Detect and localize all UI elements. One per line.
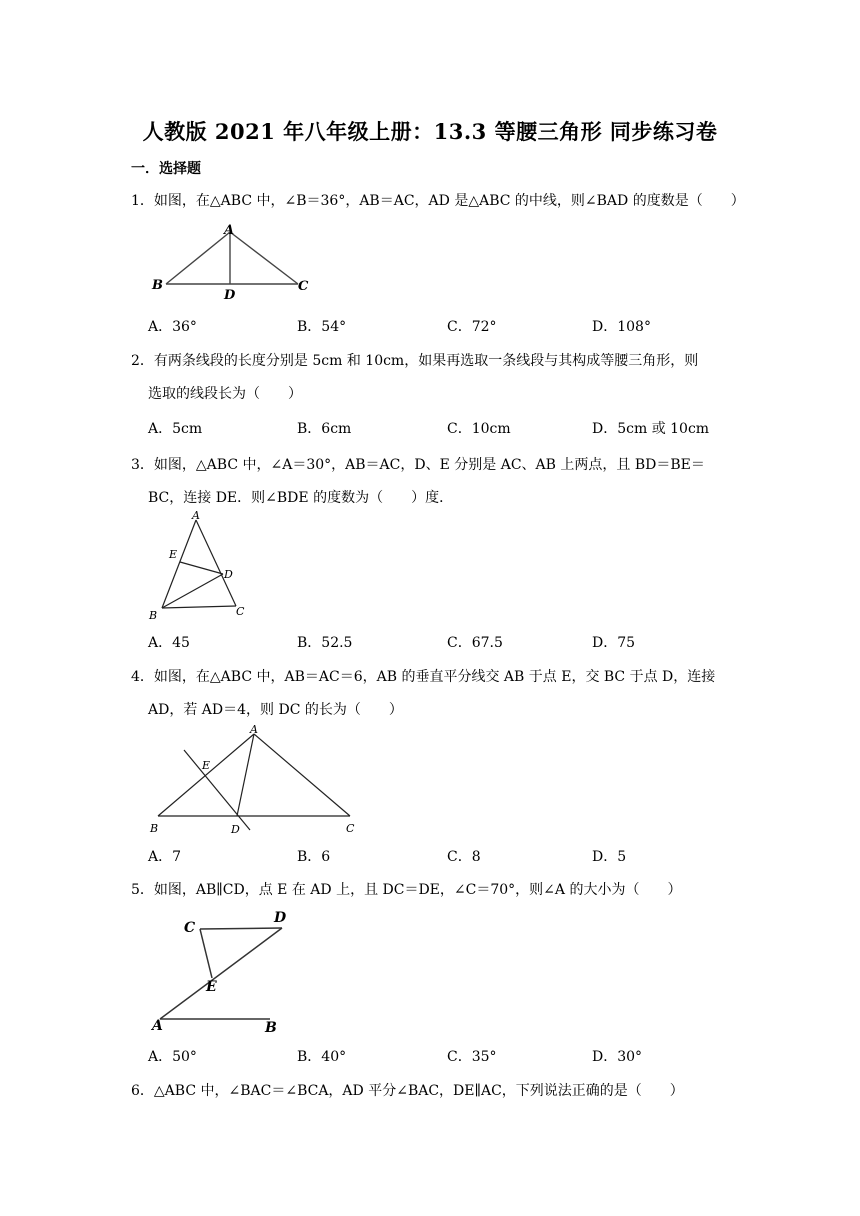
label-D: D — [231, 823, 240, 836]
question-2-option-c[interactable]: C．10cm — [447, 421, 511, 437]
label-D: D — [224, 288, 236, 302]
question-3-text-line-2: BC，连接 DE．则∠BDE 的度数为（ ）度． — [148, 490, 454, 506]
question-4-figure — [144, 722, 366, 838]
label-B: B — [149, 609, 158, 622]
question-2-text-line-1: 2．有两条线段的长度分别是 5cm 和 10cm，如果再选取一条线段与其构成等腰三角形，则 — [131, 353, 699, 369]
page-title: 人教版 2021 年八年级上册：13.3 等腰三角形 同步练习卷 — [142, 119, 718, 144]
question-3-option-c[interactable]: C．67.5 — [447, 635, 503, 651]
label-C: C — [184, 920, 196, 936]
question-3-option-b[interactable]: B．52.5 — [297, 635, 353, 651]
label-C: C — [298, 279, 309, 294]
label-B: B — [265, 1020, 277, 1036]
label-A: A — [224, 223, 235, 238]
question-6-text: 6．△ABC 中，∠BAC＝∠BCA，AD 平分∠BAC，DE∥AC，下列说法正确的是（ ） — [131, 1083, 684, 1099]
label-C: C — [346, 822, 355, 835]
section-heading: 一．选择题 — [131, 161, 201, 177]
question-3-option-d[interactable]: D．75 — [592, 635, 636, 651]
label-B: B — [150, 822, 159, 835]
label-A: A — [152, 1018, 163, 1034]
question-2-text-line-2: 选取的线段长为（ ） — [148, 386, 302, 402]
question-1-option-b[interactable]: B．54° — [297, 319, 347, 335]
question-3-text-line-1: 3．如图，△ABC 中，∠A＝30°，AB＝AC，D、E 分别是 AC、AB 上两点，且 BD＝BE＝ — [131, 457, 705, 473]
label-E: E — [206, 979, 217, 995]
label-B: B — [152, 278, 163, 293]
question-5-option-b[interactable]: B．40° — [297, 1049, 347, 1065]
question-5-figure — [144, 904, 294, 1038]
question-2-option-d[interactable]: D．5cm 或 10cm — [592, 421, 710, 437]
label-E: E — [169, 548, 178, 561]
question-4-option-c[interactable]: C．8 — [447, 849, 481, 865]
question-4-option-a[interactable]: A．7 — [148, 849, 182, 865]
question-3-figure — [144, 508, 254, 624]
question-5-option-d[interactable]: D．30° — [592, 1049, 643, 1065]
question-1-text: 1．如图，在△ABC 中，∠B＝36°，AB＝AC，AD 是△ABC 的中线，则∠BAD 的度数是（ ） — [131, 193, 745, 209]
label-A: A — [192, 509, 200, 522]
question-1-option-a[interactable]: A．36° — [148, 319, 197, 335]
question-2-option-a[interactable]: A．5cm — [148, 421, 203, 437]
label-E: E — [202, 759, 211, 772]
question-4-text-line-2: AD，若 AD＝4，则 DC 的长为（ ） — [148, 702, 403, 718]
question-5-option-a[interactable]: A．50° — [148, 1049, 197, 1065]
label-C: C — [236, 605, 245, 618]
question-4-option-d[interactable]: D．5 — [592, 849, 627, 865]
question-3-option-a[interactable]: A．45 — [148, 635, 190, 651]
label-A: A — [250, 723, 258, 736]
label-D: D — [224, 568, 233, 581]
question-5-text: 5．如图，AB∥CD，点 E 在 AD 上，且 DC＝DE，∠C＝70°，则∠A 的大小为（ ） — [131, 882, 682, 898]
question-2-option-b[interactable]: B．6cm — [297, 421, 352, 437]
question-1-option-d[interactable]: D．108° — [592, 319, 651, 335]
question-1-figure — [148, 222, 318, 302]
question-1-option-c[interactable]: C．72° — [447, 319, 497, 335]
question-5-option-c[interactable]: C．35° — [447, 1049, 497, 1065]
question-4-text-line-1: 4．如图，在△ABC 中，AB＝AC＝6，AB 的垂直平分线交 AB 于点 E，交 BC 于点 D，连接 — [131, 669, 716, 685]
label-D: D — [274, 910, 287, 926]
question-4-option-b[interactable]: B．6 — [297, 849, 331, 865]
